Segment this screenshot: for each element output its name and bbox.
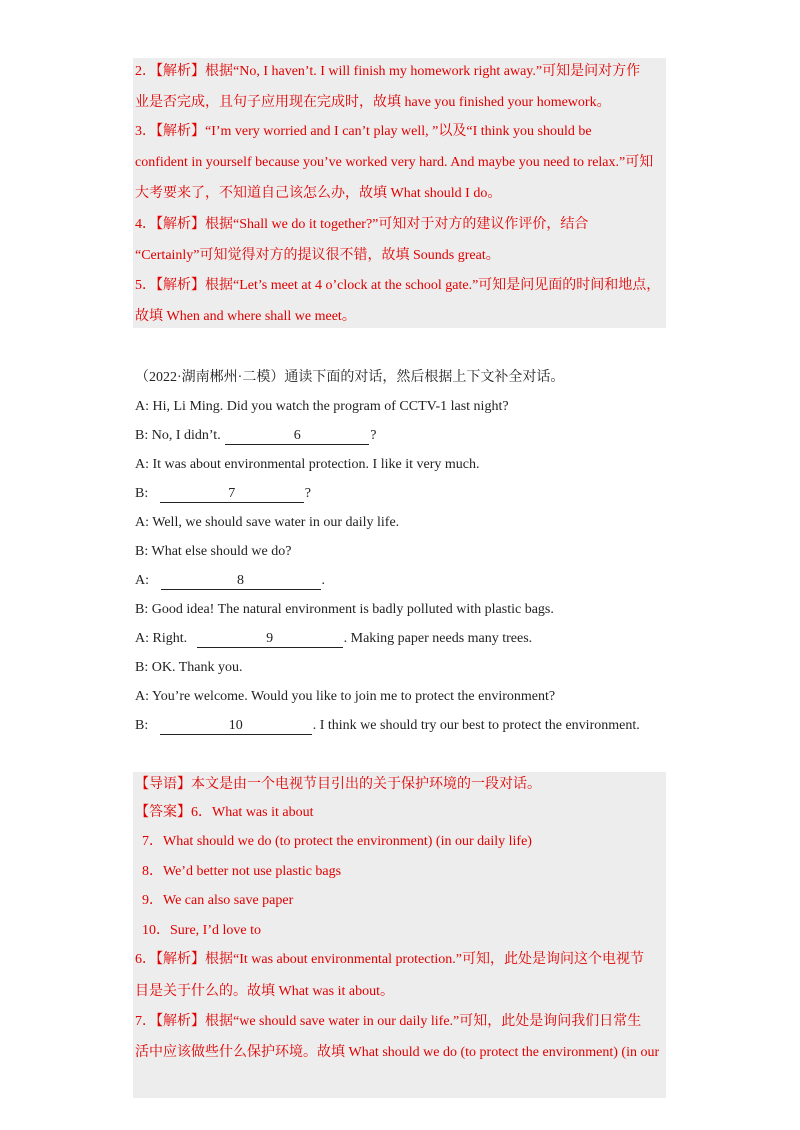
dialogue-line [135, 600, 554, 620]
analysis-line: 大考要来了，不知道自己该怎么办，故填 What should I do。 [135, 186, 502, 201]
dialogue-text: A: Hi, Li Ming. Did you watch the program of CCTV-1 last night? [135, 399, 509, 414]
answer-item: 9．We can also save paper [142, 893, 294, 908]
analysis-line: 7．【解析】根据“we should save water in our daily life.”可知，此处是询问我们日常生 [135, 1014, 642, 1029]
answer-item: 7．What should we do (to protect the environment) (in our daily life) [142, 834, 532, 849]
analysis-line: 目是关于什么的。故填 What was it about。 [135, 984, 394, 999]
analysis-line: 5．【解析】根据“Let’s meet at 4 o’clock at the school gate.”可知是问见面的时间和地点， [135, 278, 661, 293]
dialogue-line [135, 629, 532, 649]
blank-number: 8 [237, 573, 244, 588]
guide-text: 【导语】本文是由一个电视节目引出的关于保护环境的一段对话。 [135, 777, 541, 792]
dialogue-text: . Making paper needs many trees. [343, 631, 533, 646]
dialogue-text: A: It was about environmental protection. I like it very much. [135, 457, 480, 472]
dialogue-text: . I think we should try our best to protect the environment. [312, 718, 640, 733]
dialogue-line [135, 658, 242, 678]
dialogue-text: B: OK. Thank you. [135, 660, 243, 675]
dialogue-text: B: What else should we do? [135, 544, 292, 559]
dialogue-text: ? [304, 486, 311, 501]
blank-number: 6 [293, 428, 301, 443]
dialogue-text: A: You’re welcome. Would you like to join me to protect the environment? [135, 689, 556, 704]
dialogue-text: A: Well, we should save water in our daily life. [135, 515, 400, 530]
dialogue-text: A: [135, 573, 153, 588]
answer-blank[interactable] [225, 428, 369, 445]
analysis-line: 业是否完成，且句子应用现在完成时，故填 have you finished your homework。 [135, 95, 611, 110]
dialogue-text: B: [135, 718, 152, 733]
answer-blank[interactable] [197, 631, 343, 648]
answer-label: 【答案】6．What was it about [135, 805, 314, 820]
answer-blank[interactable] [160, 486, 304, 503]
analysis-line: 3．【解析】“I’m very worried and I can’t play well, ”以及“I think you should be [135, 124, 592, 139]
dialogue-line [135, 571, 325, 591]
dialogue-line [135, 455, 479, 475]
dialogue-text: A: Right. [135, 631, 191, 646]
analysis-line: “Certainly”可知觉得对方的提议很不错，故填 Sounds great。 [135, 248, 500, 263]
answer-item: 8．We’d better not use plastic bags [142, 864, 342, 879]
dialogue-text: B: Good idea! The natural environment is badly polluted with plastic bags. [135, 602, 554, 617]
answer-item: 10．Sure, I’d love to [142, 923, 261, 938]
dialogue-line [135, 484, 311, 504]
question-intro: （2022·湖南郴州·二模）通读下面的对话，然后根据上下文补全对话。 [135, 370, 565, 385]
dialogue-line [135, 542, 291, 562]
dialogue-text: B: [135, 486, 152, 501]
dialogue-line [135, 513, 399, 533]
analysis-line: 活中应该做些什么保护环境。故填 What should we do (to protect the environment) (in our [135, 1045, 660, 1060]
answer-blank[interactable] [161, 573, 321, 590]
answer-blank[interactable] [160, 718, 312, 735]
dialogue-text: ? [370, 428, 377, 443]
blank-number: 9 [266, 631, 274, 646]
dialogue-line [135, 687, 555, 707]
analysis-line: 4．【解析】根据“Shall we do it together?”可知对于对方的建议作评价，结合 [135, 217, 589, 232]
dialogue-text: B: No, I didn’t. [135, 428, 225, 443]
dialogue-text: . [321, 573, 325, 588]
dialogue-line [135, 397, 509, 417]
blank-number: 7 [228, 486, 236, 501]
analysis-line: 6．【解析】根据“It was about environmental protection.”可知，此处是询问这个电视节 [135, 952, 644, 967]
dialogue-line [135, 716, 640, 736]
analysis-line: 2．【解析】根据“No, I haven’t. I will finish my homework right away.”可知是问对方作 [135, 64, 641, 79]
blank-number: 10 [228, 718, 243, 733]
analysis-line: 故填 When and where shall we meet。 [135, 309, 356, 324]
dialogue-line [135, 426, 376, 446]
analysis-line: confident in yourself because you’ve worked very hard. And maybe you need to relax.”可知 [135, 155, 654, 170]
